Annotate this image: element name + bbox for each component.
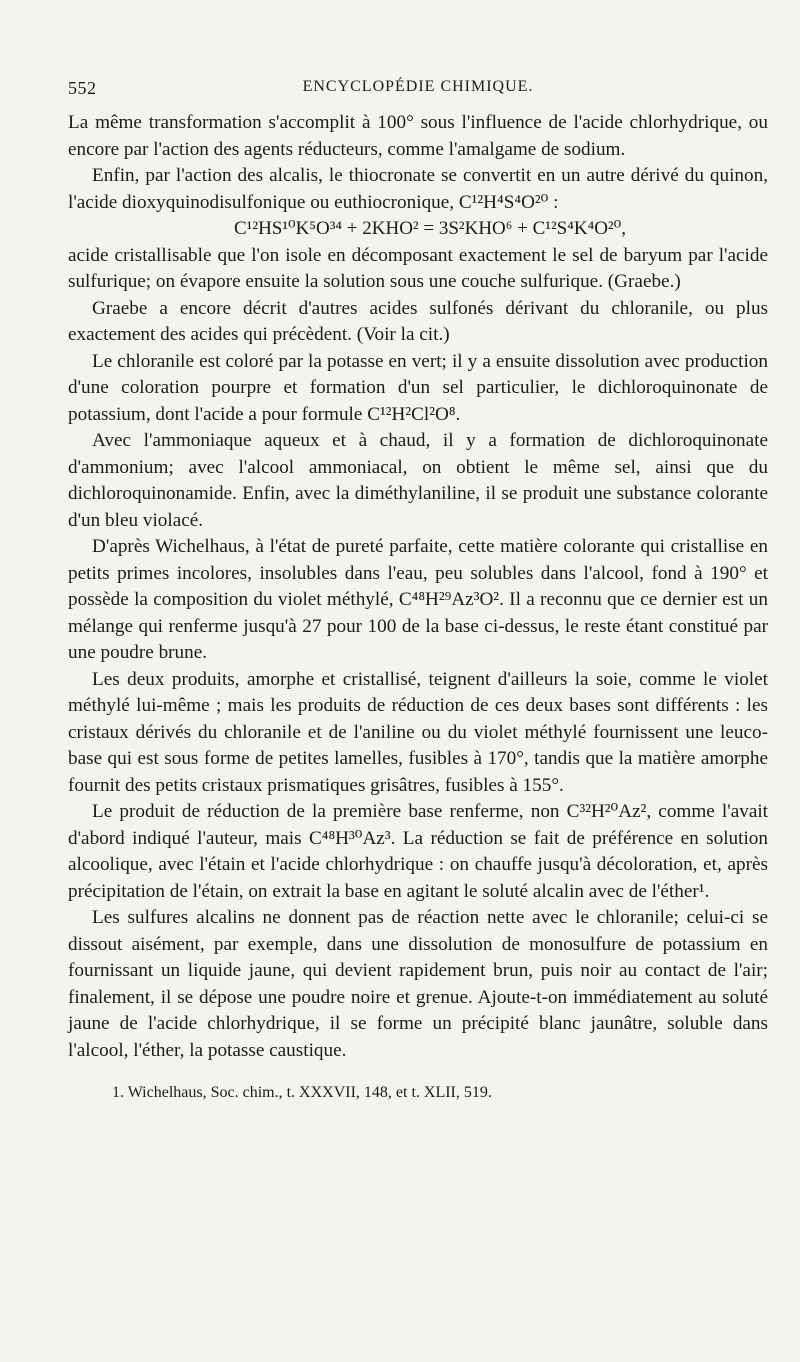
paragraph: acide cristallisable que l'on isole en décomposant exactement le sel de baryum par l'acide sulfurique; on évapore ensuite la solution sous une couche sulfurique. (Graebe.) <box>68 244 768 292</box>
paragraph: La même transformation s'accomplit à 100° sous l'influence de l'acide chlorhydrique, ou encore par l'action des agents réducteurs, comme l'amalgame de sodium. <box>68 112 768 160</box>
paragraph: Le chloranile est coloré par la potasse en vert; il y a ensuite dissolution avec production d'une coloration pourpre et formation d'un sel particulier, le dichloroquinonate de potassium, dont l'acide a pour formule C¹²H²Cl²O⁸. <box>68 350 768 425</box>
footnote: 1. Wichelhaus, Soc. chim., t. XXXVII, 148, et t. XLII, 519. <box>112 1084 492 1101</box>
body-text <box>68 110 768 1064</box>
paragraph: D'après Wichelhaus, à l'état de pureté parfaite, cette matière colorante qui cristallise en petits primes incolores, insolubles dans l'eau, peu solubles dans l'alcool, fond à 190° et possède la composition du violet méthylé, C⁴⁸H²⁹Az³O². Il a reconnu que ce dernier est un mélange qui renferme jusqu'à 27 pour 100 de la base ci-dessus, le reste étant constitué par une poudre brune. <box>68 536 768 663</box>
paragraph: Les sulfures alcalins ne donnent pas de réaction nette avec le chloranile; celui-ci se dissout aisément, par exemple, dans une dissolution de monosulfure de potassium en fournissant un liquide jaune, qui devient rapidement brun, puis noir au contact de l'air; finalement, il se dépose une poudre noire et grenue. Ajoute-t-on immédiatement au soluté jaune de l'acide chlorhydrique, il se forme un précipité blanc jaunâtre, soluble dans l'alcool, l'éther, la potasse caustique. <box>68 907 768 1061</box>
equation: C¹²HS¹⁰K⁵O³⁴ + 2KHO² = 3S²KHO⁶ + C¹²S⁴K⁴O²⁰, <box>234 218 626 239</box>
running-title: ENCYCLOPÉDIE CHIMIQUE. <box>302 78 534 95</box>
page-number: 552 <box>68 78 97 98</box>
paragraph: Les deux produits, amorphe et cristallisé, teignent d'ailleurs la soie, comme le violet méthylé lui-même ; mais les produits de réduction de ces deux bases sont différents : les cristaux dérivés du chloranile et de l'aniline ou du violet méthylé fournissent une leuco-base qui est sous forme de petites lamelles, fusibles à 170°, tandis que la matière amorphe fournit des petits cristaux prismatiques grisâtres, fusibles à 155°. <box>68 668 768 796</box>
paragraph: Le produit de réduction de la première base renferme, non C³²H²⁰Az², comme l'avait d'abord indiqué l'auteur, mais C⁴⁸H³⁰Az³. La réduction se fait de préférence en solution alcoolique, avec l'étain et l'acide chlorhydrique : on chauffe jusqu'à décoloration, et, après précipitation de l'étain, on extrait la base en agitant le soluté alcalin avec de l'éther¹. <box>68 801 768 902</box>
paragraph: Graebe a encore décrit d'autres acides sulfonés dérivant du chloranile, ou plus exactement des acides qui précèdent. (Voir la cit.) <box>68 297 768 345</box>
page-header <box>68 72 768 102</box>
paragraph: Avec l'ammoniaque aqueux et à chaud, il y a formation de dichloroquinonate d'ammonium; avec l'alcool ammoniacal, on obtient le même sel, ainsi que du dichloroquinonamide. Enfin, avec la diméthylaniline, il se produit une substance colorante d'un bleu violacé. <box>68 430 768 531</box>
document-page <box>68 72 768 1292</box>
paragraph: Enfin, par l'action des alcalis, le thiocronate se convertit en un autre dérivé du quinon, l'acide dioxyquinodisulfonique ou euthiocronique, C¹²H⁴S⁴O²⁰ : <box>68 165 768 213</box>
